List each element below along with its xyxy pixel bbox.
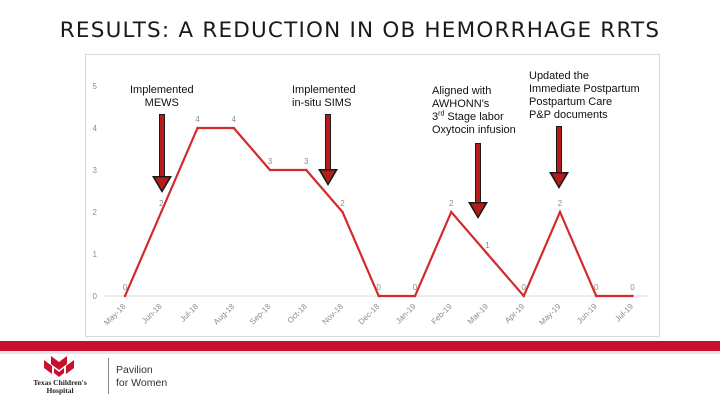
data-point — [305, 169, 307, 171]
pavilion-line: Pavilion — [116, 364, 153, 376]
annotation-mews — [130, 84, 194, 110]
y-tick-label: 5 — [92, 82, 97, 91]
y-tick-label: 4 — [92, 124, 97, 133]
x-tick-label: May-18 — [102, 301, 128, 328]
x-tick-label: Sep-18 — [247, 301, 273, 327]
data-label: 2 — [557, 199, 563, 208]
x-tick-label: Oct-18 — [285, 301, 309, 326]
annotation-line: in-situ SIMS — [292, 97, 352, 109]
texas-childrens-logo-icon — [34, 354, 84, 378]
x-tick-label: Dec-18 — [356, 301, 382, 327]
down-arrow-icon — [318, 114, 338, 187]
data-label: 4 — [231, 115, 236, 124]
data-label: 3 — [267, 157, 273, 166]
y-tick-label: 1 — [92, 250, 97, 259]
annotation-line: Implemented — [292, 84, 356, 96]
x-tick-label: Mar-19 — [465, 301, 491, 327]
data-label: 0 — [521, 283, 526, 292]
data-point — [450, 211, 452, 213]
data-point — [124, 295, 126, 297]
footer-accent-bar — [0, 341, 720, 351]
down-arrow-icon — [468, 143, 488, 220]
pavilion-for-women-label — [116, 364, 167, 390]
data-label: 2 — [159, 199, 164, 208]
annotation-sims — [292, 84, 356, 110]
footer-shadow — [0, 351, 720, 354]
down-arrow-icon — [152, 114, 172, 194]
annotation-pp-docs — [529, 70, 640, 122]
data-label: 2 — [340, 199, 345, 208]
x-tick-label: Feb-19 — [429, 301, 454, 327]
data-point — [233, 127, 235, 129]
annotation-line: P&P documents — [529, 109, 608, 121]
data-label: 2 — [449, 199, 454, 208]
data-point — [595, 295, 597, 297]
x-tick-label: Nov-18 — [320, 301, 346, 327]
annotation-line: Updated the — [529, 70, 589, 82]
x-tick-label: Jun-19 — [575, 301, 599, 326]
data-point — [378, 295, 380, 297]
y-tick-label: 0 — [92, 292, 97, 301]
footer-divider — [108, 358, 109, 394]
data-point — [486, 253, 488, 255]
annotation-line-superscript: rd — [438, 110, 445, 118]
annotation-line: Immediate Postpartum — [529, 83, 640, 95]
logo-text-line: Hospital — [46, 386, 74, 395]
pavilion-line: for Women — [116, 377, 168, 389]
x-tick-label: Jul-19 — [613, 301, 636, 324]
logo-text-line: Texas Children's — [33, 378, 87, 387]
data-label: 0 — [122, 283, 128, 292]
annotation-line: Oxytocin infusion — [432, 124, 516, 136]
data-point — [523, 295, 525, 297]
logo-text — [25, 379, 95, 395]
x-tick-label: Apr-19 — [502, 301, 527, 326]
annotation-line-number: 3 — [432, 111, 439, 123]
annotation-line: AWHONN's — [432, 98, 490, 110]
annotation-line: Postpartum Care — [529, 96, 613, 108]
x-tick-label: Jul-18 — [178, 301, 201, 324]
data-point — [414, 295, 416, 297]
data-label: 1 — [485, 241, 490, 250]
data-point — [160, 211, 162, 213]
data-label: 3 — [304, 157, 309, 166]
x-tick-label: Jun-18 — [140, 301, 164, 326]
x-tick-label: May-19 — [537, 301, 563, 328]
data-label: 4 — [195, 115, 200, 124]
data-label: 0 — [412, 283, 418, 292]
annotation-line: Implemented — [130, 84, 194, 96]
slide-title: RESULTS: A REDUCTION IN OB HEMORRHAGE RRTS — [59, 18, 661, 43]
x-tick-label: Aug-18 — [211, 301, 237, 327]
data-label: 0 — [630, 283, 635, 292]
annotation-line — [432, 111, 516, 124]
data-point — [559, 211, 561, 213]
y-tick-label: 2 — [92, 208, 97, 217]
y-tick-label: 3 — [92, 166, 97, 175]
annotation-line: MEWS — [144, 97, 179, 109]
x-tick-label: Jan-19 — [393, 301, 418, 326]
data-point — [196, 127, 198, 129]
down-arrow-icon — [549, 126, 569, 190]
data-label: 0 — [376, 283, 381, 292]
data-point — [341, 211, 343, 213]
annotation-awhonn — [432, 85, 516, 137]
annotation-line: Aligned with — [432, 85, 492, 97]
annotation-line-rest: Stage labor — [444, 111, 504, 123]
data-point — [269, 169, 271, 171]
data-label: 0 — [594, 283, 599, 292]
data-point — [631, 295, 633, 297]
